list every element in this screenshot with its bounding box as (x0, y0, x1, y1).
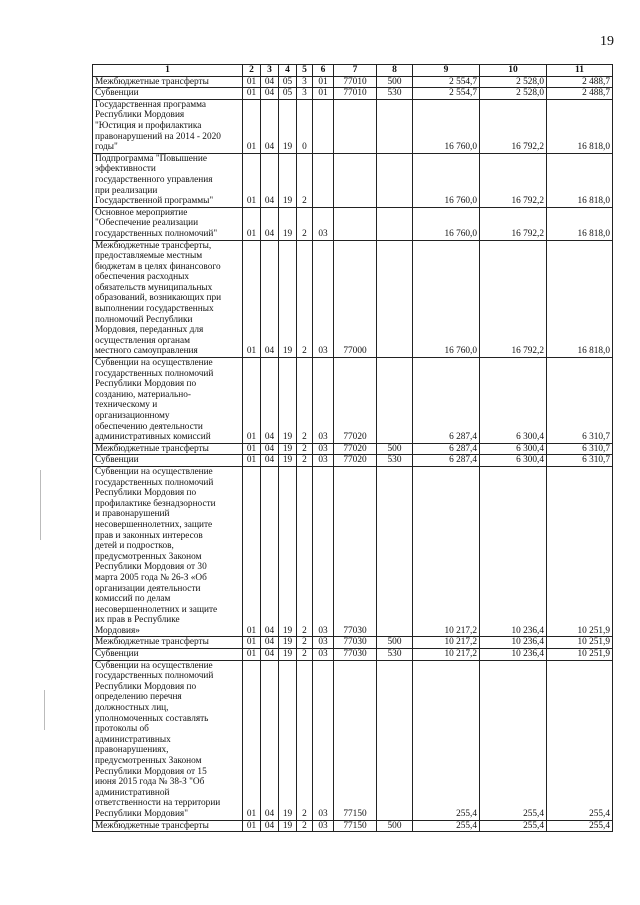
row-cell-col3: 04 (261, 443, 279, 455)
row-cell-col10: 16 792,2 (480, 207, 547, 240)
row-cell-col5: 3 (297, 76, 313, 88)
row-cell-col10: 10 236,4 (480, 649, 547, 661)
row-cell-col9: 6 287,4 (413, 455, 480, 467)
row-cell-col5: 2 (297, 455, 313, 467)
row-cell-col11: 2 488,7 (547, 76, 613, 88)
row-cell-col8: 500 (377, 443, 413, 455)
row-cell-col7: 77010 (334, 76, 377, 88)
header-row (93, 65, 613, 77)
row-cell-col7: 77030 (334, 649, 377, 661)
row-cell-col4: 19 (279, 207, 297, 240)
row-cell-col3: 04 (261, 649, 279, 661)
row-name-cell: Межбюджетные трансферты, предоставляемые местным бюджетам в целях финансового обеспечения расходных обязательств муниципальных образований, возникающих при выполнении государственных полномочий Республики Мордовия, переданных для осуществления органам местного самоуправления (93, 240, 243, 358)
row-cell-col11: 255,4 (547, 820, 613, 832)
row-cell-col10: 6 300,4 (480, 358, 547, 444)
page-number: 19 (600, 34, 614, 49)
row-cell-col8 (377, 240, 413, 358)
row-cell-col10: 255,4 (480, 820, 547, 832)
row-cell-col4: 19 (279, 153, 297, 207)
row-cell-col2: 01 (243, 88, 261, 100)
row-cell-col10: 2 528,0 (480, 88, 547, 100)
row-name-cell: Межбюджетные трансферты (93, 820, 243, 832)
row-cell-col11: 10 251,9 (547, 466, 613, 637)
row-cell-col7: 77020 (334, 443, 377, 455)
row-cell-col10: 16 792,2 (480, 153, 547, 207)
row-name-cell: Межбюджетные трансферты (93, 637, 243, 649)
row-cell-col9: 16 760,0 (413, 240, 480, 358)
row-cell-col10: 10 236,4 (480, 637, 547, 649)
row-cell-col7: 77150 (334, 660, 377, 820)
row-cell-col11: 6 310,7 (547, 455, 613, 467)
row-cell-col2: 01 (243, 358, 261, 444)
row-cell-col2: 01 (243, 820, 261, 832)
row-cell-col4: 19 (279, 443, 297, 455)
row-cell-col3: 04 (261, 76, 279, 88)
row-cell-col8: 530 (377, 455, 413, 467)
row-name-cell: Государственная программа Республики Мордовия "Юстиция и профилактика правонарушений на 2014 - 2020 годы" (93, 99, 243, 153)
column-header-11: 11 (547, 65, 613, 77)
row-cell-col4: 05 (279, 76, 297, 88)
row-cell-col3: 04 (261, 637, 279, 649)
row-cell-col5: 2 (297, 153, 313, 207)
row-cell-col3: 04 (261, 660, 279, 820)
row-cell-col11: 10 251,9 (547, 649, 613, 661)
row-cell-col2: 01 (243, 153, 261, 207)
row-cell-col6: 03 (313, 660, 334, 820)
row-cell-col6: 03 (313, 649, 334, 661)
row-cell-col2: 01 (243, 466, 261, 637)
row-cell-col7: 77030 (334, 637, 377, 649)
row-cell-col9: 2 554,7 (413, 76, 480, 88)
row-cell-col5: 2 (297, 466, 313, 637)
row-cell-col4: 19 (279, 466, 297, 637)
row-name-cell: Основное мероприятие "Обеспечение реализации государственных полномочий" (93, 207, 243, 240)
row-cell-col9: 16 760,0 (413, 153, 480, 207)
row-cell-col3: 04 (261, 88, 279, 100)
row-cell-col2: 01 (243, 76, 261, 88)
row-cell-col11: 2 488,7 (547, 88, 613, 100)
row-cell-col6: 03 (313, 820, 334, 832)
row-cell-col5: 2 (297, 358, 313, 444)
row-cell-col11: 6 310,7 (547, 358, 613, 444)
row-cell-col6 (313, 153, 334, 207)
row-cell-col9: 6 287,4 (413, 443, 480, 455)
row-cell-col4: 05 (279, 88, 297, 100)
row-name-cell: Субвенции (93, 88, 243, 100)
row-cell-col9: 10 217,2 (413, 466, 480, 637)
row-cell-col2: 01 (243, 637, 261, 649)
row-cell-col10: 6 300,4 (480, 443, 547, 455)
row-cell-col10: 16 792,2 (480, 240, 547, 358)
row-cell-col7 (334, 207, 377, 240)
column-header-5: 5 (297, 65, 313, 77)
row-cell-col9: 16 760,0 (413, 207, 480, 240)
row-cell-col2: 01 (243, 207, 261, 240)
row-cell-col6: 03 (313, 207, 334, 240)
table-row (93, 88, 613, 100)
row-cell-col9: 10 217,2 (413, 649, 480, 661)
row-cell-col3: 04 (261, 240, 279, 358)
row-cell-col5: 2 (297, 207, 313, 240)
column-header-6: 6 (313, 65, 334, 77)
row-name-cell: Субвенции на осуществление государственных полномочий Республики Мордовия по созданию, материально- техническому и организационному обеспечению деятельности административных комиссий (93, 358, 243, 444)
table-row (93, 466, 613, 637)
row-cell-col7: 77150 (334, 820, 377, 832)
row-cell-col3: 04 (261, 820, 279, 832)
row-cell-col5: 3 (297, 88, 313, 100)
row-cell-col11: 10 251,9 (547, 637, 613, 649)
row-cell-col8 (377, 153, 413, 207)
row-cell-col7: 77020 (334, 455, 377, 467)
table-row (93, 455, 613, 467)
row-name-cell: Субвенции (93, 455, 243, 467)
row-cell-col3: 04 (261, 358, 279, 444)
budget-table (92, 64, 613, 832)
row-cell-col7: 77030 (334, 466, 377, 637)
row-cell-col9: 255,4 (413, 660, 480, 820)
row-cell-col11: 16 818,0 (547, 99, 613, 153)
row-cell-col10: 255,4 (480, 660, 547, 820)
column-header-4: 4 (279, 65, 297, 77)
row-cell-col8: 530 (377, 88, 413, 100)
table-row (93, 76, 613, 88)
row-cell-col8: 500 (377, 637, 413, 649)
row-cell-col9: 16 760,0 (413, 99, 480, 153)
table-row (93, 820, 613, 832)
row-cell-col11: 255,4 (547, 660, 613, 820)
row-cell-col11: 6 310,7 (547, 443, 613, 455)
row-cell-col3: 04 (261, 466, 279, 637)
row-cell-col10: 16 792,2 (480, 99, 547, 153)
row-cell-col6: 01 (313, 88, 334, 100)
row-cell-col6: 03 (313, 240, 334, 358)
row-cell-col2: 01 (243, 649, 261, 661)
row-cell-col11: 16 818,0 (547, 207, 613, 240)
table-row (93, 649, 613, 661)
row-cell-col4: 19 (279, 820, 297, 832)
row-cell-col4: 19 (279, 99, 297, 153)
row-cell-col2: 01 (243, 455, 261, 467)
table-body (93, 76, 613, 832)
row-name-cell: Межбюджетные трансферты (93, 76, 243, 88)
row-cell-col3: 04 (261, 99, 279, 153)
row-cell-col5: 2 (297, 820, 313, 832)
row-cell-col2: 01 (243, 660, 261, 820)
table-row (93, 358, 613, 444)
row-cell-col5: 0 (297, 99, 313, 153)
column-header-9: 9 (413, 65, 480, 77)
row-cell-col2: 01 (243, 99, 261, 153)
table-row (93, 443, 613, 455)
row-cell-col6: 01 (313, 76, 334, 88)
table-row (93, 637, 613, 649)
row-cell-col8 (377, 99, 413, 153)
row-cell-col8: 500 (377, 820, 413, 832)
table-row (93, 240, 613, 358)
row-cell-col7: 77000 (334, 240, 377, 358)
row-cell-col7 (334, 99, 377, 153)
row-cell-col6 (313, 99, 334, 153)
row-cell-col9: 2 554,7 (413, 88, 480, 100)
table-row (93, 153, 613, 207)
table-row (93, 660, 613, 820)
row-cell-col10: 10 236,4 (480, 466, 547, 637)
row-cell-col11: 16 818,0 (547, 153, 613, 207)
column-header-2: 2 (243, 65, 261, 77)
row-cell-col8 (377, 358, 413, 444)
row-cell-col5: 2 (297, 637, 313, 649)
row-cell-col4: 19 (279, 358, 297, 444)
row-cell-col6: 03 (313, 455, 334, 467)
column-header-3: 3 (261, 65, 279, 77)
row-cell-col10: 6 300,4 (480, 455, 547, 467)
row-cell-col6: 03 (313, 358, 334, 444)
row-cell-col3: 04 (261, 207, 279, 240)
column-header-1: 1 (93, 65, 243, 77)
row-cell-col8: 500 (377, 76, 413, 88)
row-cell-col6: 03 (313, 443, 334, 455)
row-cell-col9: 10 217,2 (413, 637, 480, 649)
row-cell-col7: 77010 (334, 88, 377, 100)
row-cell-col8 (377, 660, 413, 820)
row-cell-col4: 19 (279, 240, 297, 358)
scan-mark (40, 470, 41, 540)
row-cell-col2: 01 (243, 240, 261, 358)
row-cell-col7: 77020 (334, 358, 377, 444)
table-row (93, 99, 613, 153)
column-header-7: 7 (334, 65, 377, 77)
row-cell-col8 (377, 207, 413, 240)
column-header-8: 8 (377, 65, 413, 77)
table-row (93, 207, 613, 240)
row-cell-col10: 2 528,0 (480, 76, 547, 88)
row-cell-col8 (377, 466, 413, 637)
row-cell-col5: 2 (297, 649, 313, 661)
row-cell-col3: 04 (261, 455, 279, 467)
row-cell-col8: 530 (377, 649, 413, 661)
row-cell-col4: 19 (279, 455, 297, 467)
row-name-cell: Субвенции на осуществление государственных полномочий Республики Мордовия по определению перечня должностных лиц, уполномоченных составлять протоколы об административных правонарушениях, предусмотренных Законом Республики Мордовия от 15 июня 2015 года № 38-З "Об административной ответственности на территории Республики Мордовия" (93, 660, 243, 820)
row-cell-col5: 2 (297, 660, 313, 820)
row-cell-col4: 19 (279, 660, 297, 820)
row-cell-col4: 19 (279, 649, 297, 661)
row-name-cell: Подпрограмма "Повышение эффективности государственного управления при реализации Государственной программы" (93, 153, 243, 207)
row-cell-col6: 03 (313, 466, 334, 637)
row-name-cell: Субвенции на осуществление государственных полномочий Республики Мордовия по профилактике безнадзорности и правонарушений несовершеннолетних, защите прав и законных интересов детей и подростков, предусмотренных Законом Республики Мордовия от 30 марта 2005 года № 26-З «Об организации деятельности комиссий по делам несовершеннолетних и защите их прав в Республике Мордовия» (93, 466, 243, 637)
column-header-10: 10 (480, 65, 547, 77)
row-cell-col4: 19 (279, 637, 297, 649)
row-cell-col7 (334, 153, 377, 207)
row-cell-col6: 03 (313, 637, 334, 649)
row-cell-col5: 2 (297, 240, 313, 358)
row-name-cell: Межбюджетные трансферты (93, 443, 243, 455)
row-cell-col5: 2 (297, 443, 313, 455)
row-cell-col3: 04 (261, 153, 279, 207)
scan-mark (44, 690, 45, 730)
row-cell-col11: 16 818,0 (547, 240, 613, 358)
row-cell-col9: 255,4 (413, 820, 480, 832)
row-name-cell: Субвенции (93, 649, 243, 661)
row-cell-col2: 01 (243, 443, 261, 455)
row-cell-col9: 6 287,4 (413, 358, 480, 444)
